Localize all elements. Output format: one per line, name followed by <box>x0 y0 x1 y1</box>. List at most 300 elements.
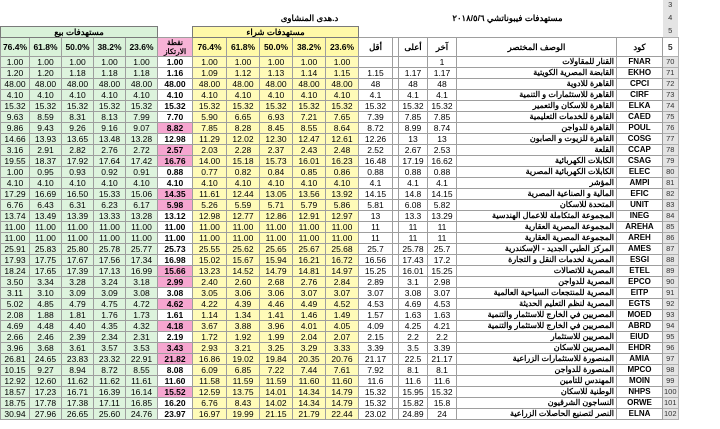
stock-code-cell[interactable]: CPCI <box>617 78 663 89</box>
high-cell[interactable]: 4.69 <box>399 298 428 309</box>
row-number[interactable]: 72 <box>663 78 679 89</box>
row-number[interactable]: 5 <box>663 37 679 56</box>
sell-target-cell[interactable]: 11.00 <box>1 232 30 243</box>
sell-target-cell[interactable]: 3.16 <box>1 144 30 155</box>
sell-target-cell[interactable]: 1.00 <box>30 56 62 67</box>
high-cell[interactable]: 4.25 <box>399 320 428 331</box>
buy-target-cell[interactable]: 1.15 <box>326 67 359 78</box>
buy-target-cell[interactable]: 4.01 <box>293 320 326 331</box>
sell-target-cell[interactable]: 4.10 <box>30 89 62 100</box>
last-cell[interactable]: 4.21 <box>428 320 457 331</box>
low-cell[interactable]: 12.26 <box>359 133 393 144</box>
buy-target-cell[interactable]: 4.46 <box>260 298 293 309</box>
last-cell[interactable]: 1 <box>428 56 457 67</box>
row-number[interactable]: 71 <box>663 67 679 78</box>
last-cell[interactable]: 24 <box>428 408 457 419</box>
sell-target-cell[interactable]: 12.60 <box>30 375 62 386</box>
sell-target-cell[interactable]: 4.10 <box>94 177 126 188</box>
row-number[interactable]: 73 <box>663 89 679 100</box>
sell-target-cell[interactable]: 12.92 <box>1 375 30 386</box>
last-cell[interactable]: 17.2 <box>428 254 457 265</box>
sell-target-cell[interactable]: 2.82 <box>62 144 94 155</box>
last-cell[interactable]: 15.8 <box>428 397 457 408</box>
stock-name-cell[interactable]: القلعة <box>457 144 617 155</box>
sell-target-cell[interactable]: 17.13 <box>94 265 126 276</box>
buy-target-cell[interactable]: 4.49 <box>293 298 326 309</box>
pivot-cell[interactable]: 15.32 <box>158 100 193 111</box>
buy-target-cell[interactable]: 20.35 <box>293 353 326 364</box>
buy-target-cell[interactable]: 6.76 <box>193 397 227 408</box>
buy-target-cell[interactable]: 2.03 <box>193 144 227 155</box>
row-number[interactable]: 5 <box>663 26 679 37</box>
buy-target-cell[interactable]: 4.39 <box>227 298 260 309</box>
sell-target-cell[interactable]: 11.00 <box>30 221 62 232</box>
sell-target-cell[interactable]: 11.00 <box>1 221 30 232</box>
buy-target-cell[interactable]: 4.10 <box>293 89 326 100</box>
buy-target-cell[interactable]: 11.59 <box>260 375 293 386</box>
stock-code-cell[interactable]: CAED <box>617 111 663 122</box>
sell-target-cell[interactable]: 1.76 <box>94 309 126 320</box>
high-cell[interactable]: 13 <box>399 133 428 144</box>
low-cell[interactable]: 3.07 <box>359 287 393 298</box>
pivot-cell[interactable]: 25.73 <box>158 243 193 254</box>
pivot-cell[interactable]: 16.20 <box>158 397 193 408</box>
sell-target-cell[interactable]: 25.91 <box>1 243 30 254</box>
sell-target-cell[interactable]: 13.74 <box>1 210 30 221</box>
buy-target-cell[interactable]: 0.85 <box>293 166 326 177</box>
last-cell[interactable]: 1.17 <box>428 67 457 78</box>
buy-target-cell[interactable]: 3.33 <box>326 342 359 353</box>
last-cell[interactable]: 3.39 <box>428 342 457 353</box>
row-number[interactable]: 70 <box>663 56 679 67</box>
high-cell[interactable]: 17.43 <box>399 254 428 265</box>
pivot-cell[interactable]: 14.35 <box>158 188 193 199</box>
row-number[interactable]: 94 <box>663 320 679 331</box>
last-cell[interactable]: 25.7 <box>428 243 457 254</box>
sell-target-cell[interactable]: 13.65 <box>62 133 94 144</box>
high-cell[interactable]: 11 <box>399 232 428 243</box>
sell-target-cell[interactable]: 17.29 <box>1 188 30 199</box>
sell-target-cell[interactable]: 9.43 <box>30 122 62 133</box>
buy-target-cell[interactable]: 8.28 <box>227 122 260 133</box>
stock-name-cell[interactable]: المصريين في الخارج للاستثمار والتنمية <box>457 309 617 320</box>
sell-target-cell[interactable]: 24.65 <box>30 353 62 364</box>
sell-target-cell[interactable]: 13.49 <box>30 210 62 221</box>
buy-target-cell[interactable]: 11.60 <box>293 375 326 386</box>
pivot-cell[interactable]: 11.60 <box>158 375 193 386</box>
sell-target-cell[interactable]: 6.23 <box>94 199 126 210</box>
stock-code-cell[interactable]: EPCO <box>617 276 663 287</box>
high-cell[interactable]: 8.99 <box>399 122 428 133</box>
buy-target-cell[interactable]: 14.79 <box>326 386 359 397</box>
last-cell[interactable]: 2.53 <box>428 144 457 155</box>
high-cell[interactable]: 11 <box>399 221 428 232</box>
pivot-cell[interactable]: 16.98 <box>158 254 193 265</box>
sell-target-cell[interactable]: 4.10 <box>94 89 126 100</box>
sell-target-cell[interactable]: 8.31 <box>62 111 94 122</box>
buy-target-cell[interactable]: 2.37 <box>260 144 293 155</box>
low-cell[interactable]: 15.32 <box>359 100 393 111</box>
stock-code-cell[interactable]: ESGI <box>617 254 663 265</box>
sell-target-cell[interactable]: 17.93 <box>1 254 30 265</box>
buy-target-cell[interactable]: 3.07 <box>293 287 326 298</box>
buy-target-cell[interactable]: 2.76 <box>293 276 326 287</box>
row-number[interactable]: 75 <box>663 111 679 122</box>
header-last[interactable]: آخر <box>428 37 457 56</box>
buy-target-cell[interactable]: 2.68 <box>260 276 293 287</box>
sell-target-cell[interactable]: 6.43 <box>30 199 62 210</box>
high-cell[interactable]: 3.08 <box>399 287 428 298</box>
buy-target-cell[interactable]: 7.44 <box>293 364 326 375</box>
pivot-cell[interactable]: 21.82 <box>158 353 193 364</box>
high-cell[interactable] <box>399 56 428 67</box>
stock-name-cell[interactable]: القاهرة للزيوت و الصابون <box>457 133 617 144</box>
header-sell-38[interactable]: 38.2% <box>94 37 126 56</box>
stock-name-cell[interactable]: المصريين للاستثمار <box>457 331 617 342</box>
buy-target-cell[interactable]: 6.85 <box>227 364 260 375</box>
row-number[interactable]: 98 <box>663 364 679 375</box>
high-cell[interactable]: 6.08 <box>399 199 428 210</box>
buy-target-cell[interactable]: 3.06 <box>260 287 293 298</box>
buy-target-cell[interactable]: 11.00 <box>326 232 359 243</box>
stock-code-cell[interactable]: EKHO <box>617 67 663 78</box>
sell-target-cell[interactable]: 3.34 <box>30 276 62 287</box>
sell-target-cell[interactable]: 3.50 <box>1 276 30 287</box>
low-cell[interactable]: 11.6 <box>359 375 393 386</box>
pivot-cell[interactable]: 2.57 <box>158 144 193 155</box>
buy-target-cell[interactable]: 5.86 <box>326 199 359 210</box>
sell-target-cell[interactable]: 4.10 <box>62 89 94 100</box>
sell-target-cell[interactable]: 17.42 <box>126 155 158 166</box>
row-number[interactable]: 99 <box>663 375 679 386</box>
buy-target-cell[interactable]: 15.18 <box>227 155 260 166</box>
sell-target-cell[interactable]: 1.00 <box>126 56 158 67</box>
sell-target-cell[interactable]: 3.08 <box>126 287 158 298</box>
buy-target-cell[interactable]: 15.67 <box>227 254 260 265</box>
sell-target-cell[interactable]: 4.75 <box>94 298 126 309</box>
last-cell[interactable]: 8.74 <box>428 122 457 133</box>
buy-target-cell[interactable]: 1.99 <box>260 331 293 342</box>
buy-target-cell[interactable]: 16.23 <box>326 155 359 166</box>
sell-target-cell[interactable]: 4.32 <box>126 320 158 331</box>
high-cell[interactable]: 15.82 <box>399 397 428 408</box>
buy-target-cell[interactable]: 1.00 <box>193 56 227 67</box>
sell-target-cell[interactable]: 16.99 <box>126 265 158 276</box>
low-cell[interactable]: 2.15 <box>359 331 393 342</box>
last-cell[interactable]: 13 <box>428 133 457 144</box>
stock-code-cell[interactable]: ELKA <box>617 100 663 111</box>
header-buy-38[interactable]: 38.2% <box>293 37 326 56</box>
sell-target-cell[interactable]: 6.17 <box>126 199 158 210</box>
sell-target-cell[interactable]: 4.85 <box>30 298 62 309</box>
stock-code-cell[interactable]: AMIA <box>617 353 663 364</box>
pivot-cell[interactable]: 15.52 <box>158 386 193 397</box>
stock-name-cell[interactable]: الكابلات الكهربائية المصرية <box>457 166 617 177</box>
stock-code-cell[interactable]: CCAP <box>617 144 663 155</box>
sell-target-cell[interactable]: 0.91 <box>126 166 158 177</box>
sell-target-cell[interactable]: 5.02 <box>1 298 30 309</box>
buy-target-cell[interactable]: 12.61 <box>326 133 359 144</box>
row-number[interactable]: 97 <box>663 353 679 364</box>
pivot-cell[interactable]: 4.62 <box>158 298 193 309</box>
buy-target-cell[interactable]: 16.86 <box>193 353 227 364</box>
sell-target-cell[interactable]: 17.39 <box>62 265 94 276</box>
low-cell[interactable]: 11 <box>359 232 393 243</box>
buy-target-cell[interactable]: 12.86 <box>260 210 293 221</box>
low-cell[interactable]: 13 <box>359 210 393 221</box>
buy-target-cell[interactable]: 2.48 <box>326 144 359 155</box>
row-number[interactable]: 95 <box>663 331 679 342</box>
row-number[interactable]: 92 <box>663 298 679 309</box>
pivot-cell[interactable]: 5.98 <box>158 199 193 210</box>
sell-target-cell[interactable]: 17.75 <box>30 254 62 265</box>
stock-name-cell[interactable]: المنصورة للدواجن <box>457 364 617 375</box>
sell-target-cell[interactable]: 9.16 <box>94 122 126 133</box>
buy-target-cell[interactable]: 1.00 <box>326 56 359 67</box>
row-number[interactable]: 100 <box>664 386 677 396</box>
buy-target-cell[interactable]: 12.44 <box>227 188 260 199</box>
stock-name-cell[interactable]: القنار للمقاولات <box>457 56 617 67</box>
buy-target-cell[interactable]: 3.07 <box>326 287 359 298</box>
last-cell[interactable]: 15.32 <box>428 386 457 397</box>
sell-target-cell[interactable]: 15.32 <box>30 100 62 111</box>
high-cell[interactable]: 0.88 <box>399 166 428 177</box>
buy-target-cell[interactable]: 4.10 <box>326 89 359 100</box>
low-cell[interactable]: 1.15 <box>359 67 393 78</box>
buy-target-cell[interactable]: 4.10 <box>326 177 359 188</box>
pivot-cell[interactable]: 2.19 <box>158 331 193 342</box>
stock-code-cell[interactable]: COSG <box>617 133 663 144</box>
last-cell[interactable]: 11.6 <box>428 375 457 386</box>
buy-target-cell[interactable]: 48.00 <box>193 78 227 89</box>
sell-target-cell[interactable]: 7.99 <box>126 111 158 122</box>
sell-target-cell[interactable]: 8.94 <box>62 364 94 375</box>
sell-target-cell[interactable]: 23.32 <box>94 353 126 364</box>
buy-target-cell[interactable]: 1.09 <box>193 67 227 78</box>
buy-target-cell[interactable]: 13.05 <box>260 188 293 199</box>
stock-name-cell[interactable]: النساجون الشرقيون <box>457 397 617 408</box>
buy-target-cell[interactable]: 15.73 <box>260 155 293 166</box>
sell-target-cell[interactable]: 18.37 <box>30 155 62 166</box>
stock-name-cell[interactable]: المالية و الصناعية المصرية <box>457 188 617 199</box>
high-cell[interactable]: 22.5 <box>399 353 428 364</box>
low-cell[interactable] <box>359 56 393 67</box>
sell-target-cell[interactable]: 17.38 <box>62 397 94 408</box>
sell-target-cell[interactable]: 3.09 <box>94 287 126 298</box>
pivot-cell[interactable]: 23.97 <box>158 408 193 419</box>
sell-target-cell[interactable]: 0.95 <box>30 166 62 177</box>
sell-target-cell[interactable]: 16.85 <box>126 397 158 408</box>
buy-target-cell[interactable]: 4.22 <box>193 298 227 309</box>
header-buy-50[interactable]: 50.0% <box>260 37 293 56</box>
stock-name-cell[interactable]: المجموعة المصرية العقارية <box>457 232 617 243</box>
stock-code-cell[interactable]: AMPI <box>617 177 663 188</box>
sell-target-cell[interactable]: 13.39 <box>62 210 94 221</box>
sell-target-cell[interactable]: 23.83 <box>62 353 94 364</box>
low-cell[interactable]: 11 <box>359 221 393 232</box>
low-cell[interactable]: 7.92 <box>359 364 393 375</box>
sell-target-cell[interactable]: 2.76 <box>94 144 126 155</box>
buy-target-cell[interactable]: 2.04 <box>293 331 326 342</box>
high-cell[interactable]: 15.95 <box>399 386 428 397</box>
last-cell[interactable]: 5.82 <box>428 199 457 210</box>
sell-target-cell[interactable]: 4.72 <box>126 298 158 309</box>
row-number[interactable]: 89 <box>663 265 679 276</box>
high-cell[interactable]: 1.17 <box>399 67 428 78</box>
sell-target-cell[interactable]: 48.00 <box>62 78 94 89</box>
low-cell[interactable]: 23.02 <box>359 408 393 419</box>
last-cell[interactable]: 11 <box>428 232 457 243</box>
buy-target-cell[interactable]: 12.77 <box>227 210 260 221</box>
buy-target-cell[interactable]: 19.84 <box>260 353 293 364</box>
buy-target-cell[interactable]: 4.05 <box>326 320 359 331</box>
buy-target-cell[interactable]: 2.40 <box>193 276 227 287</box>
buy-target-cell[interactable]: 8.45 <box>260 122 293 133</box>
high-cell[interactable]: 15.32 <box>399 100 428 111</box>
last-cell[interactable]: 1.63 <box>428 309 457 320</box>
stock-name-cell[interactable]: القاهرة للدواجن <box>457 122 617 133</box>
stock-code-cell[interactable]: INEG <box>617 210 663 221</box>
buy-target-cell[interactable]: 11.61 <box>193 188 227 199</box>
header-high[interactable]: أعلى <box>399 37 428 56</box>
buy-target-cell[interactable]: 12.02 <box>227 133 260 144</box>
buy-target-cell[interactable]: 15.32 <box>293 100 326 111</box>
stock-code-cell[interactable]: MOED <box>617 309 663 320</box>
sell-target-cell[interactable]: 16.14 <box>126 386 158 397</box>
buy-target-cell[interactable]: 13.56 <box>293 188 326 199</box>
buy-target-cell[interactable]: 5.71 <box>260 199 293 210</box>
buy-target-cell[interactable]: 14.01 <box>260 386 293 397</box>
sell-target-cell[interactable]: 25.77 <box>126 243 158 254</box>
stock-name-cell[interactable]: المصريين للاسكان <box>457 342 617 353</box>
pivot-cell[interactable]: 1.61 <box>158 309 193 320</box>
sell-target-cell[interactable]: 17.92 <box>62 155 94 166</box>
sell-target-cell[interactable]: 30.94 <box>1 408 30 419</box>
stock-code-cell[interactable]: CIRF <box>617 89 663 100</box>
low-cell[interactable]: 3.39 <box>359 342 393 353</box>
buy-target-cell[interactable]: 15.32 <box>193 100 227 111</box>
buy-target-cell[interactable]: 25.68 <box>326 243 359 254</box>
buy-target-cell[interactable]: 0.77 <box>193 166 227 177</box>
buy-target-cell[interactable]: 4.10 <box>260 177 293 188</box>
high-cell[interactable]: 3.1 <box>399 276 428 287</box>
high-cell[interactable]: 8.1 <box>399 364 428 375</box>
header-buy-23[interactable]: 23.6% <box>326 37 359 56</box>
stock-name-cell[interactable]: المجموعة المتكاملة للاعمال الهندسية <box>457 210 617 221</box>
sell-target-cell[interactable]: 3.18 <box>126 276 158 287</box>
buy-target-cell[interactable]: 0.82 <box>227 166 260 177</box>
sell-target-cell[interactable]: 48.00 <box>126 78 158 89</box>
row-number[interactable]: 91 <box>663 287 679 298</box>
sell-target-cell[interactable]: 25.80 <box>62 243 94 254</box>
sell-target-cell[interactable]: 13.48 <box>94 133 126 144</box>
buy-target-cell[interactable]: 20.76 <box>326 353 359 364</box>
sell-target-cell[interactable]: 3.53 <box>126 342 158 353</box>
buy-target-cell[interactable]: 4.10 <box>293 177 326 188</box>
low-cell[interactable]: 7.39 <box>359 111 393 122</box>
pivot-cell[interactable]: 3.08 <box>158 287 193 298</box>
last-cell[interactable]: 0.88 <box>428 166 457 177</box>
sell-target-cell[interactable]: 2.46 <box>30 331 62 342</box>
buy-target-cell[interactable]: 48.00 <box>293 78 326 89</box>
stock-code-cell[interactable]: EFIC <box>617 188 663 199</box>
pivot-cell[interactable]: 8.08 <box>158 364 193 375</box>
buy-target-cell[interactable]: 1.46 <box>293 309 326 320</box>
sell-target-cell[interactable]: 1.73 <box>126 309 158 320</box>
buy-target-cell[interactable]: 1.00 <box>260 56 293 67</box>
last-cell[interactable]: 4.1 <box>428 177 457 188</box>
low-cell[interactable]: 8.72 <box>359 122 393 133</box>
pivot-cell[interactable]: 8.82 <box>158 122 193 133</box>
buy-target-cell[interactable]: 14.34 <box>293 386 326 397</box>
low-cell[interactable]: 2.89 <box>359 276 393 287</box>
low-cell[interactable]: 48 <box>359 78 393 89</box>
buy-target-cell[interactable]: 3.29 <box>293 342 326 353</box>
sell-target-cell[interactable]: 4.10 <box>126 177 158 188</box>
buy-target-cell[interactable]: 3.25 <box>260 342 293 353</box>
buy-target-cell[interactable]: 3.05 <box>193 287 227 298</box>
buy-target-cell[interactable]: 0.84 <box>260 166 293 177</box>
sell-target-cell[interactable]: 15.33 <box>94 188 126 199</box>
sell-target-cell[interactable]: 4.10 <box>62 177 94 188</box>
row-number[interactable]: 4 <box>663 10 679 26</box>
sell-target-cell[interactable]: 4.10 <box>1 177 30 188</box>
low-cell[interactable]: 14.15 <box>359 188 393 199</box>
buy-target-cell[interactable]: 2.43 <box>293 144 326 155</box>
stock-code-cell[interactable]: EHDR <box>617 342 663 353</box>
stock-code-cell[interactable]: ORWE <box>617 397 663 408</box>
sell-target-cell[interactable]: 26.81 <box>1 353 30 364</box>
header-sell-23[interactable]: 23.6% <box>126 37 158 56</box>
high-cell[interactable]: 1.63 <box>399 309 428 320</box>
buy-target-cell[interactable]: 11.00 <box>227 221 260 232</box>
sell-target-cell[interactable]: 1.18 <box>62 67 94 78</box>
sell-target-cell[interactable]: 3.10 <box>30 287 62 298</box>
sell-target-cell[interactable]: 6.76 <box>1 199 30 210</box>
low-cell[interactable]: 4.53 <box>359 298 393 309</box>
high-cell[interactable]: 3.5 <box>399 342 428 353</box>
sell-target-cell[interactable]: 1.20 <box>1 67 30 78</box>
pivot-cell[interactable]: 2.99 <box>158 276 193 287</box>
sell-target-cell[interactable]: 3.68 <box>30 342 62 353</box>
buy-target-cell[interactable]: 1.41 <box>260 309 293 320</box>
buy-target-cell[interactable]: 5.26 <box>193 199 227 210</box>
stock-name-cell[interactable]: المصرية للاتصالات <box>457 265 617 276</box>
stock-code-cell[interactable]: UNIT <box>617 199 663 210</box>
buy-target-cell[interactable]: 14.34 <box>293 397 326 408</box>
buy-target-cell[interactable]: 11.00 <box>293 221 326 232</box>
sell-target-cell[interactable]: 48.00 <box>1 78 30 89</box>
stock-code-cell[interactable]: FNAR <box>617 56 663 67</box>
row-number[interactable]: 84 <box>663 210 679 221</box>
buy-target-cell[interactable]: 14.79 <box>260 265 293 276</box>
buy-target-cell[interactable]: 13.23 <box>193 265 227 276</box>
last-cell[interactable]: 48 <box>428 78 457 89</box>
sell-target-cell[interactable]: 25.78 <box>94 243 126 254</box>
sell-target-cell[interactable]: 25.60 <box>94 408 126 419</box>
last-cell[interactable]: 15.32 <box>428 100 457 111</box>
stock-code-cell[interactable]: ABRD <box>617 320 663 331</box>
sell-target-cell[interactable]: 15.06 <box>126 188 158 199</box>
buy-target-cell[interactable]: 1.13 <box>260 67 293 78</box>
sell-target-cell[interactable]: 9.26 <box>62 122 94 133</box>
buy-target-cell[interactable]: 25.55 <box>193 243 227 254</box>
row-number[interactable]: 102 <box>664 408 677 418</box>
stock-code-cell[interactable]: MPCO <box>617 364 663 375</box>
buy-target-cell[interactable]: 14.00 <box>193 155 227 166</box>
stock-name-cell[interactable]: النصر لتصنيع الحاصلات الزراعية <box>457 408 617 419</box>
stock-code-cell[interactable]: ELNA <box>617 408 663 419</box>
